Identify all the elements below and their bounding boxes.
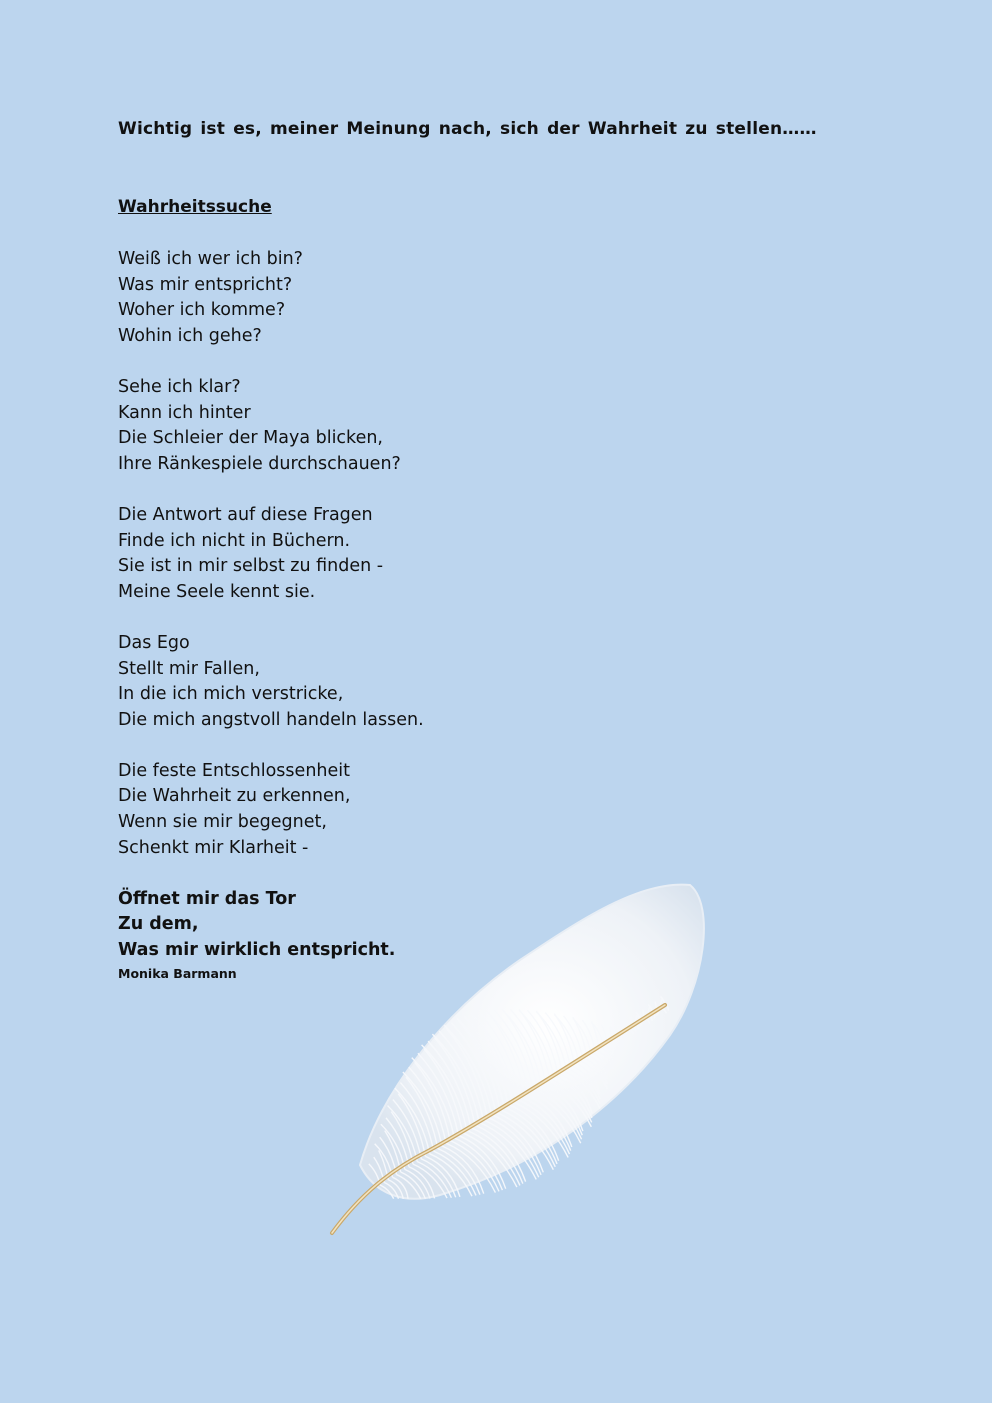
poem-line: Ihre Ränkespiele durchschauen? [118, 453, 401, 474]
poem-line: Zu dem, [118, 914, 199, 935]
poem-line: Was mir entspricht? [118, 274, 293, 295]
poem-line: Das Ego [118, 632, 190, 653]
stanza-1 [118, 247, 424, 349]
stanza-3 [118, 503, 424, 605]
intro-text: Wichtig ist es, meiner Meinung nach, sich der Wahrheit zu stellen…… [118, 119, 817, 139]
stanza-5 [118, 759, 424, 861]
poem-title: Wahrheitssuche [118, 197, 272, 217]
feather-icon [320, 865, 720, 1245]
author-signature: Monika Barmann [118, 965, 237, 981]
poem-line: Meine Seele kennt sie. [118, 581, 316, 602]
poem-line: Was mir wirklich entspricht. [118, 940, 396, 961]
poem-line: Stellt mir Fallen, [118, 658, 260, 679]
poem-line: Kann ich hinter [118, 402, 251, 423]
poem-line: Finde ich nicht in Büchern. [118, 530, 351, 551]
poem-line: In die ich mich verstricke, [118, 684, 344, 705]
poem-line: Wenn sie mir begegnet, [118, 812, 327, 833]
poem-line: Wohin ich gehe? [118, 325, 262, 346]
poem-line: Schenkt mir Klarheit - [118, 837, 309, 858]
poem-line: Die Schleier der Maya blicken, [118, 428, 383, 449]
stanza-2 [118, 375, 424, 477]
poem-line: Woher ich komme? [118, 300, 286, 321]
poem-line: Die Wahrheit zu erkennen, [118, 786, 351, 807]
poem-line: Öffnet mir das Tor [118, 888, 296, 909]
poem-line: Weiß ich wer ich bin? [118, 249, 303, 269]
poem-line: Sie ist in mir selbst zu finden - [118, 556, 384, 577]
poem-line: Die mich angstvoll handeln lassen. [118, 709, 424, 730]
stanza-4 [118, 631, 424, 733]
poem-line: Sehe ich klar? [118, 376, 241, 397]
poem-line: Die Antwort auf diese Fragen [118, 504, 373, 525]
poem-line: Die feste Entschlossenheit [118, 760, 350, 781]
